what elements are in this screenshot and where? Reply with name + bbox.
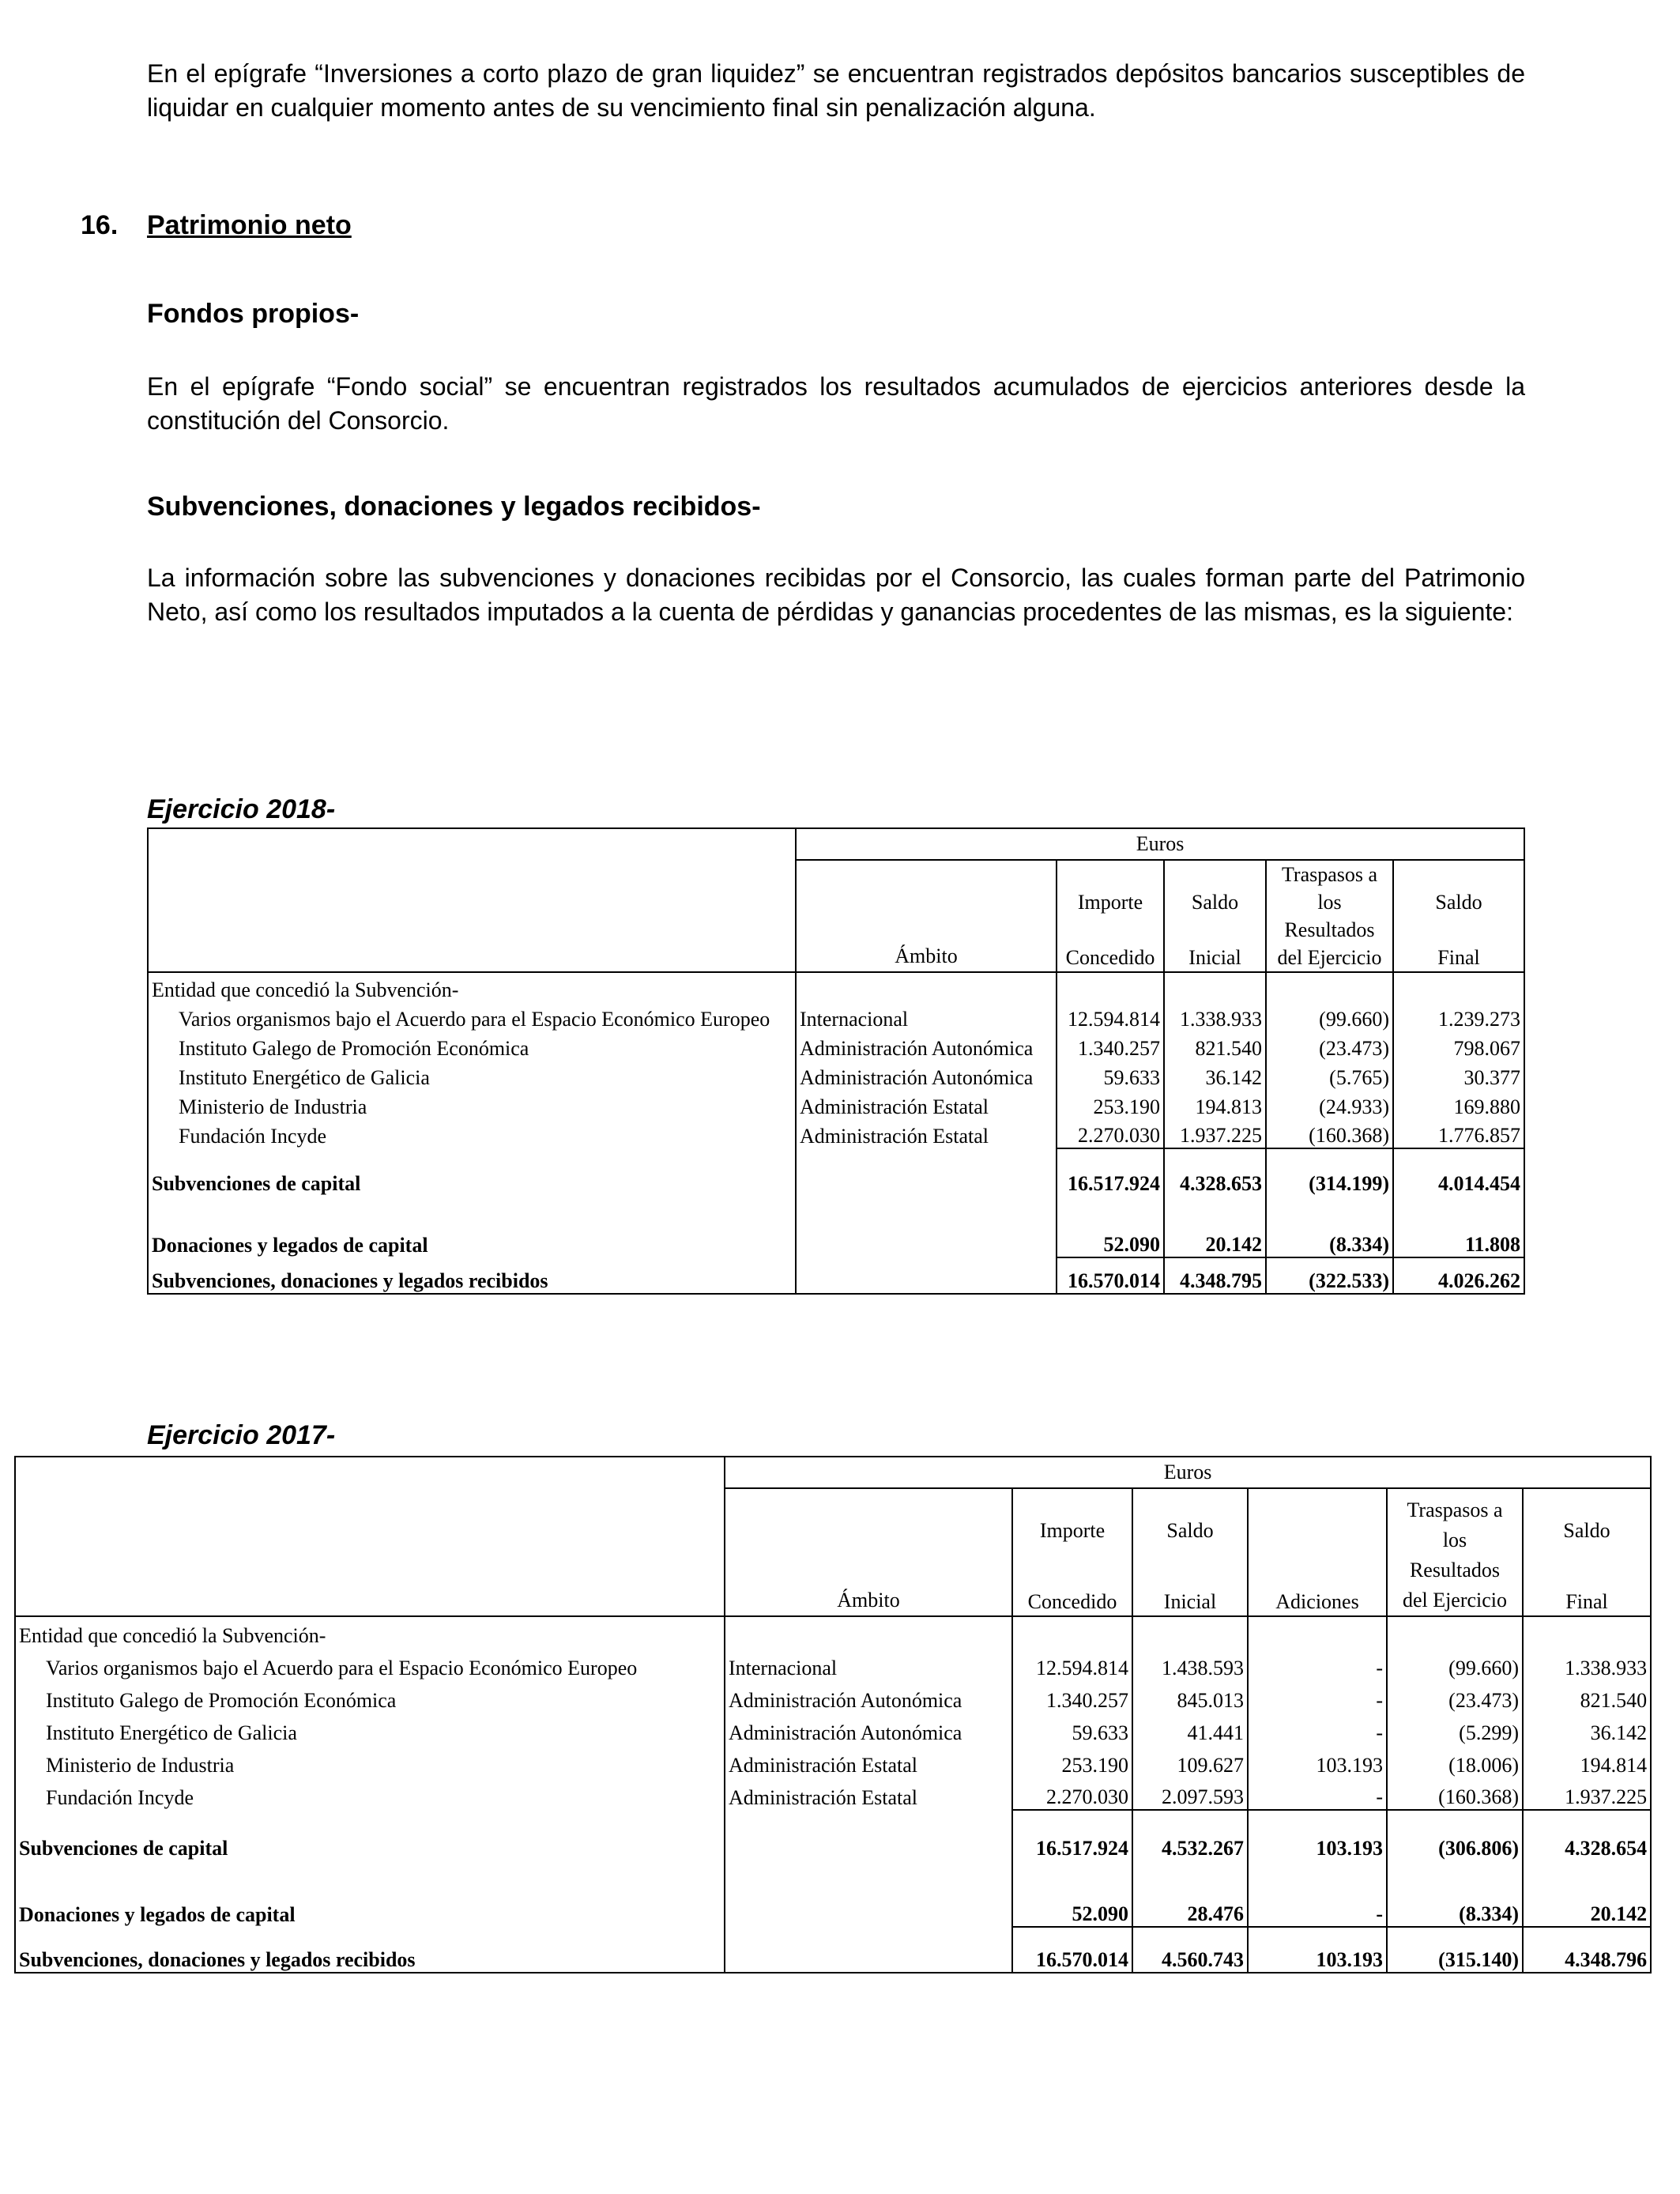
- header-traspasos: Traspasos a los Resultados del Ejercicio: [1387, 1488, 1523, 1616]
- saldo_ini-value: 821.540: [1164, 1031, 1266, 1061]
- importe-value: 253.190: [1057, 1090, 1164, 1119]
- saldo_ini-value: 194.813: [1164, 1090, 1266, 1119]
- traspasos-total: (314.199): [1266, 1148, 1393, 1196]
- table-2017-heading: Ejercicio 2017-: [147, 1420, 336, 1450]
- entity-name: Instituto Energético de Galicia: [15, 1713, 725, 1745]
- saldo_fin-value: 1.937.225: [1523, 1777, 1651, 1810]
- importe-value: 12.594.814: [1057, 1002, 1164, 1031]
- entity-name: Fundación Incyde: [15, 1777, 725, 1810]
- table-2018-heading: Ejercicio 2018-: [147, 794, 336, 824]
- saldo_ini-value: 2.097.593: [1132, 1777, 1248, 1810]
- saldo_fin-total: 20.142: [1523, 1860, 1651, 1927]
- adiciones-value: -: [1248, 1680, 1387, 1713]
- header-saldo-inicial: Saldo Inicial: [1164, 860, 1266, 972]
- total-label: Subvenciones, donaciones y legados recibidos: [148, 1257, 796, 1294]
- table-2018-rows: [148, 1002, 1524, 1294]
- table-row: [15, 1777, 1651, 1810]
- total-label: Subvenciones de capital: [148, 1148, 796, 1196]
- importe-value: 12.594.814: [1012, 1648, 1132, 1680]
- total-row: [15, 1860, 1651, 1927]
- header-adiciones: Adiciones: [1248, 1488, 1387, 1616]
- traspasos-total: (8.334): [1266, 1196, 1393, 1257]
- group-label: Entidad que concedió la Subvención-: [148, 972, 796, 1002]
- saldo_ini-value: 1.937.225: [1164, 1119, 1266, 1148]
- entity-name: Instituto Energético de Galicia: [148, 1061, 796, 1090]
- header-traspasos: Traspasos a los Resultados del Ejercicio: [1266, 860, 1393, 972]
- saldo_ini-value: 109.627: [1132, 1745, 1248, 1777]
- saldo_fin-total: 4.014.454: [1393, 1148, 1524, 1196]
- traspasos-total: (315.140): [1387, 1927, 1523, 1973]
- importe-value: 1.340.257: [1057, 1031, 1164, 1061]
- adiciones-value: -: [1248, 1648, 1387, 1680]
- saldo_fin-value: 169.880: [1393, 1090, 1524, 1119]
- saldo_ini-value: 1.438.593: [1132, 1648, 1248, 1680]
- traspasos-total: (322.533): [1266, 1257, 1393, 1294]
- ambito-value: Administración Autonómica: [796, 1061, 1057, 1090]
- traspasos-value: (23.473): [1387, 1680, 1523, 1713]
- entity-name: Instituto Galego de Promoción Económica: [15, 1680, 725, 1713]
- entity-name: Ministerio de Industria: [148, 1090, 796, 1119]
- saldo_ini-total: 28.476: [1132, 1860, 1248, 1927]
- ambito-value: Administración Estatal: [725, 1745, 1012, 1777]
- adiciones-value: -: [1248, 1777, 1387, 1810]
- total-row: [148, 1196, 1524, 1257]
- total-row: [15, 1927, 1651, 1973]
- subvenciones-heading: Subvenciones, donaciones y legados recibidos-: [147, 492, 761, 522]
- saldo_fin-value: 821.540: [1523, 1680, 1651, 1713]
- importe-value: 1.340.257: [1012, 1680, 1132, 1713]
- saldo_fin-total: 4.026.262: [1393, 1257, 1524, 1294]
- importe-total: 16.517.924: [1057, 1148, 1164, 1196]
- importe-value: 253.190: [1012, 1745, 1132, 1777]
- header-importe: Importe Concedido: [1012, 1488, 1132, 1616]
- total-label: Donaciones y legados de capital: [148, 1196, 796, 1257]
- entity-name: Fundación Incyde: [148, 1119, 796, 1148]
- saldo_ini-value: 41.441: [1132, 1713, 1248, 1745]
- saldo_fin-value: 1.239.273: [1393, 1002, 1524, 1031]
- fondos-heading: Fondos propios-: [147, 299, 360, 329]
- saldo_ini-total: 20.142: [1164, 1196, 1266, 1257]
- ambito-value: Internacional: [796, 1002, 1057, 1031]
- saldo_fin-value: 1.776.857: [1393, 1119, 1524, 1148]
- traspasos-value: (18.006): [1387, 1745, 1523, 1777]
- importe-value: 2.270.030: [1057, 1119, 1164, 1148]
- importe-total: 16.570.014: [1057, 1257, 1164, 1294]
- importe-value: 59.633: [1012, 1713, 1132, 1745]
- ambito-value: Administración Estatal: [796, 1090, 1057, 1119]
- adiciones-total: -: [1248, 1860, 1387, 1927]
- header-ambito: Ámbito: [796, 860, 1057, 972]
- saldo_ini-total: 4.348.795: [1164, 1257, 1266, 1294]
- traspasos-value: (99.660): [1387, 1648, 1523, 1680]
- table-row: [148, 1031, 1524, 1061]
- table-row: [15, 1680, 1651, 1713]
- fondos-paragraph: En el epígrafe “Fondo social” se encuentran registrados los resultados acumulados de ejercicios anteriores desde la constitución del Consorcio.: [147, 372, 1525, 435]
- entity-name: Varios organismos bajo el Acuerdo para el Espacio Económico Europeo: [15, 1648, 725, 1680]
- importe-total: 52.090: [1057, 1196, 1164, 1257]
- section-heading: [81, 210, 352, 241]
- table-row: [148, 1090, 1524, 1119]
- adiciones-total: 103.193: [1248, 1927, 1387, 1973]
- traspasos-value: (5.299): [1387, 1713, 1523, 1745]
- ambito-value: Administración Estatal: [796, 1119, 1057, 1148]
- intro-paragraph: En el epígrafe “Inversiones a corto plazo de gran liquidez” se encuentran registrados depósitos bancarios susceptibles de liquidar en cualquier momento antes de su vencimiento final sin penalización alguna.: [147, 59, 1525, 122]
- header-saldo-final: Saldo Final: [1393, 860, 1524, 972]
- total-label: Donaciones y legados de capital: [15, 1860, 725, 1927]
- ambito-value: Administración Autonómica: [725, 1680, 1012, 1713]
- traspasos-value: (160.368): [1266, 1119, 1393, 1148]
- saldo_fin-value: 194.814: [1523, 1745, 1651, 1777]
- saldo_fin-value: 1.338.933: [1523, 1648, 1651, 1680]
- table-2017-rows: [15, 1648, 1651, 1973]
- saldo_ini-value: 1.338.933: [1164, 1002, 1266, 1031]
- group-label: Entidad que concedió la Subvención-: [15, 1616, 725, 1648]
- traspasos-value: (23.473): [1266, 1031, 1393, 1061]
- importe-total: 16.570.014: [1012, 1927, 1132, 1973]
- subvenciones-paragraph: La información sobre las subvenciones y donaciones recibidas por el Consorcio, las cuales forman parte del Patrimonio Neto, así como los resultados imputados a la cuenta de pérdidas y ganancias procedentes de las mismas, es la siguiente:: [147, 564, 1525, 626]
- ambito-value: Administración Autonómica: [796, 1031, 1057, 1061]
- table-2018: [147, 827, 1525, 1295]
- header-saldo-inicial: Saldo Inicial: [1132, 1488, 1248, 1616]
- traspasos-total: (8.334): [1387, 1860, 1523, 1927]
- total-row: [15, 1810, 1651, 1860]
- importe-total: 52.090: [1012, 1860, 1132, 1927]
- traspasos-value: (99.660): [1266, 1002, 1393, 1031]
- table-row: [15, 1713, 1651, 1745]
- header-importe: Importe Concedido: [1057, 860, 1164, 972]
- ambito-value: Administración Estatal: [725, 1777, 1012, 1810]
- header-saldo-final: Saldo Final: [1523, 1488, 1651, 1616]
- saldo_fin-total: 4.328.654: [1523, 1810, 1651, 1860]
- total-row: [148, 1148, 1524, 1196]
- saldo_ini-total: 4.328.653: [1164, 1148, 1266, 1196]
- saldo_fin-total: 11.808: [1393, 1196, 1524, 1257]
- saldo_ini-total: 4.532.267: [1132, 1810, 1248, 1860]
- header-ambito: Ámbito: [725, 1488, 1012, 1616]
- traspasos-value: (160.368): [1387, 1777, 1523, 1810]
- section-number: 16.: [81, 210, 119, 240]
- table-2017: [14, 1456, 1652, 1973]
- table-row: [148, 1002, 1524, 1031]
- saldo_fin-value: 798.067: [1393, 1031, 1524, 1061]
- table-row: [148, 1119, 1524, 1148]
- table-row: [15, 1745, 1651, 1777]
- euros-header: Euros: [796, 828, 1524, 860]
- adiciones-value: -: [1248, 1713, 1387, 1745]
- adiciones-value: 103.193: [1248, 1745, 1387, 1777]
- traspasos-value: (5.765): [1266, 1061, 1393, 1090]
- section-title: Patrimonio neto: [147, 210, 352, 240]
- saldo_ini-total: 4.560.743: [1132, 1927, 1248, 1973]
- table-row: [15, 1648, 1651, 1680]
- ambito-value: Internacional: [725, 1648, 1012, 1680]
- saldo_fin-value: 36.142: [1523, 1713, 1651, 1745]
- euros-header: Euros: [725, 1457, 1651, 1488]
- importe-total: 16.517.924: [1012, 1810, 1132, 1860]
- entity-name: Instituto Galego de Promoción Económica: [148, 1031, 796, 1061]
- adiciones-total: 103.193: [1248, 1810, 1387, 1860]
- saldo_ini-value: 845.013: [1132, 1680, 1248, 1713]
- entity-name: Ministerio de Industria: [15, 1745, 725, 1777]
- table-row: [148, 1061, 1524, 1090]
- importe-value: 59.633: [1057, 1061, 1164, 1090]
- traspasos-value: (24.933): [1266, 1090, 1393, 1119]
- importe-value: 2.270.030: [1012, 1777, 1132, 1810]
- ambito-value: Administración Autonómica: [725, 1713, 1012, 1745]
- saldo_fin-value: 30.377: [1393, 1061, 1524, 1090]
- entity-name: Varios organismos bajo el Acuerdo para el Espacio Económico Europeo: [148, 1002, 796, 1031]
- traspasos-total: (306.806): [1387, 1810, 1523, 1860]
- total-label: Subvenciones, donaciones y legados recibidos: [15, 1927, 725, 1973]
- total-row: [148, 1257, 1524, 1294]
- saldo_fin-total: 4.348.796: [1523, 1927, 1651, 1973]
- total-label: Subvenciones de capital: [15, 1810, 725, 1860]
- saldo_ini-value: 36.142: [1164, 1061, 1266, 1090]
